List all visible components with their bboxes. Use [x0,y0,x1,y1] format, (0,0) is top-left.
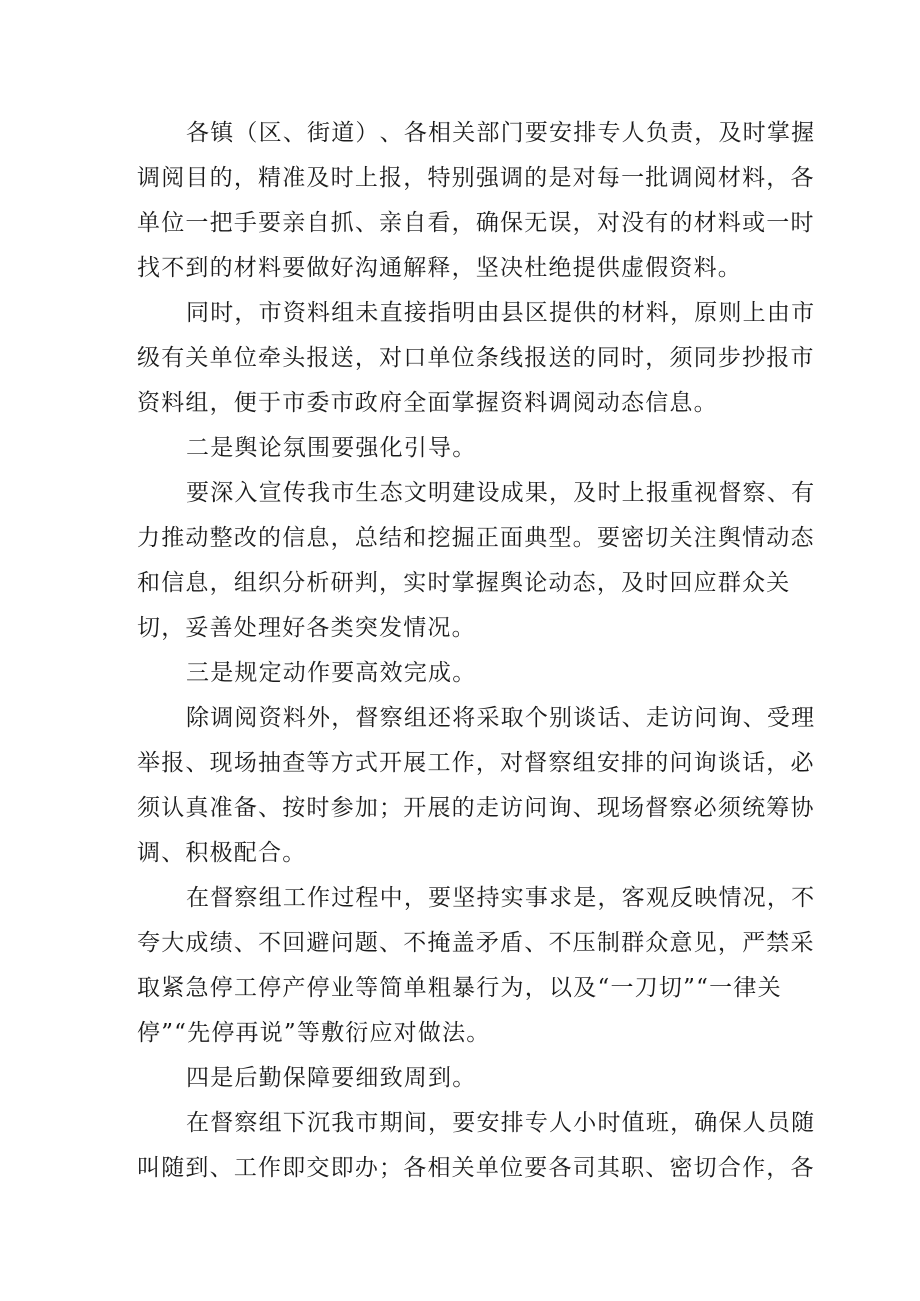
text-line: 级 有 关 单 位 牵 头 报 送 ， 对 口 单 位 条 线 报 送 的 同 时 ， 须 同 步 抄 报 市 [137,345,815,371]
text-line: 叫 随 到 、 工 作 即 交 即 办 ； 各 相 关 单 位 要 各 司 其 职 、 密 切 合 作 ， 各 [137,1155,815,1181]
text-line: 同 时 ， 市 资 料 组 未 直 接 指 明 由 县 区 提 供 的 材 料 ， 原 则 上 由 市 [186,300,816,326]
text-line: 调、积极配合。 [137,840,307,866]
section-heading: 三是规定动作要高效完成。 [186,660,477,686]
section-heading: 四是后勤保障要细致周到。 [186,1065,477,1091]
text-line: 找不到的材料要做好沟通解释，坚决杜绝提供虚假资料。 [137,255,742,281]
text-line: 取 紧 急 停 工 停 产 停 业 等 简 单 粗 暴 行 为 ， 以 及 “ 一 刀 切 ” “ 一 律 关 [137,975,782,1001]
text-line: 调 阅 目 的 ， 精 准 及 时 上 报 ， 特 别 强 调 的 是 对 每 一 批 调 阅 材 料 ， 各 [137,165,815,191]
text-line: 各 镇 （ 区 、 街 道 ） 、 各 相 关 部 门 要 安 排 专 人 负 责 ， 及 时 掌 握 [186,120,816,146]
text-line: 切，妥善处理好各类突发情况。 [137,615,476,641]
text-line: 除 调 阅 资 料 外 ， 督 察 组 还 将 采 取 个 别 谈 话 、 走 访 问 询 、 受 理 [186,705,816,731]
text-line: 在 督 察 组 工 作 过 程 中 ， 要 坚 持 实 事 求 是 ， 客 观 反 映 情 况 ， 不 [186,885,816,911]
text-line: 单 位 一 把 手 要 亲 自 抓 、 亲 自 看 ， 确 保 无 误 ， 对 没 有 的 材 料 或 一 时 [137,210,815,236]
text-line: 资料组，便于市委市政府全面掌握资料调阅动态信息。 [137,390,718,416]
text-line: 力 推 动 整 改 的 信 息 ， 总 结 和 挖 掘 正 面 典 型 。 要 密 切 关 注 舆 情 动 态 [137,525,815,551]
text-line: 和 信 息 ， 组 织 分 析 研 判 ， 实 时 掌 握 舆 论 动 态 ， 及 时 回 应 群 众 关 [137,570,791,596]
text-line: 停”“先停再说”等敷衍应对做法。 [137,1020,491,1046]
text-line: 要 深 入 宣 传 我 市 生 态 文 明 建 设 成 果 ， 及 时 上 报 重 视 督 察 、 有 [186,480,816,506]
text-line: 在 督 察 组 下 沉 我 市 期 间 ， 要 安 排 专 人 小 时 值 班 ， 确 保 人 员 随 [186,1110,816,1136]
text-line: 须 认 真 准 备 、 按 时 参 加 ； 开 展 的 走 访 问 询 、 现 场 督 察 必 须 统 筹 协 [137,795,815,821]
section-heading: 二是舆论氛围要强化引导。 [186,435,477,461]
text-line: 夸 大 成 绩 、 不 回 避 问 题 、 不 掩 盖 矛 盾 、 不 压 制 群 众 意 见 ， 严 禁 采 [137,930,815,956]
text-line: 举 报 、 现 场 抽 查 等 方 式 开 展 工 作 ， 对 督 察 组 安 排 的 问 询 谈 话 ， 必 [137,750,815,776]
